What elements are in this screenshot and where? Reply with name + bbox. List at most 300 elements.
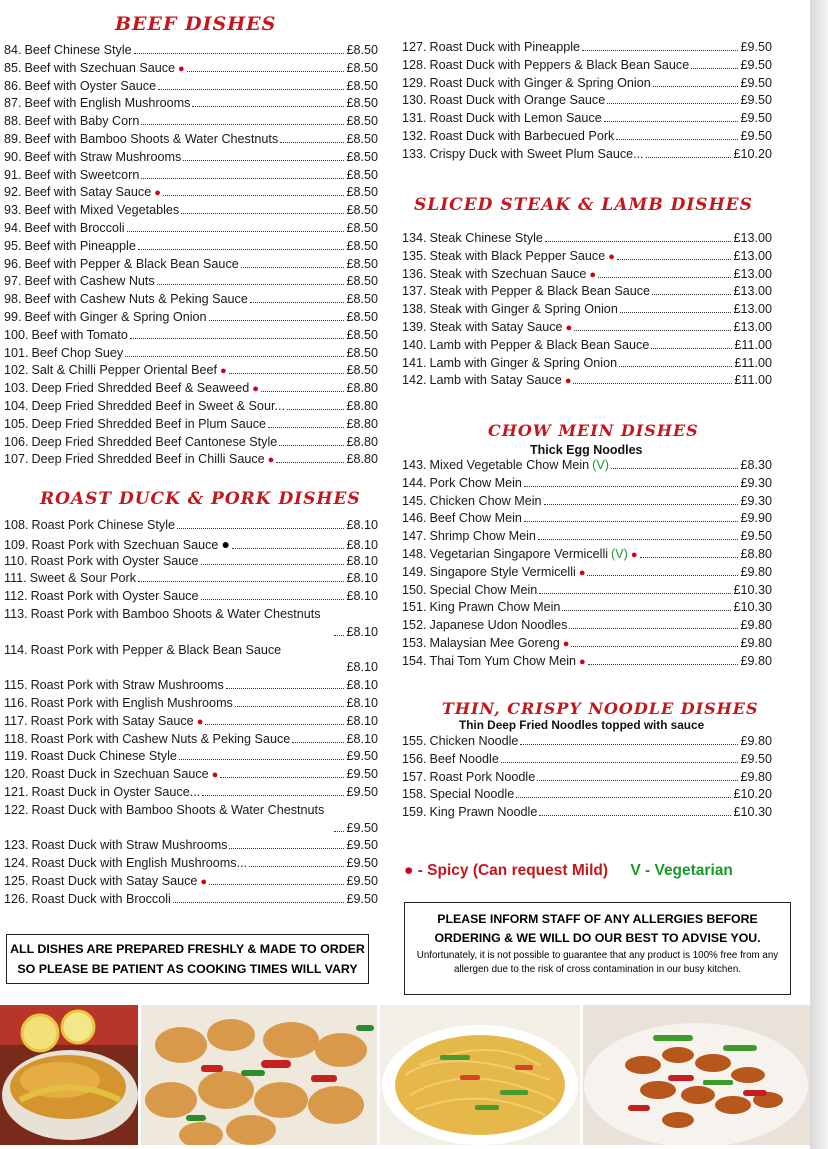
item-name: Special Noodle (429, 787, 515, 802)
allergy-notice (404, 902, 791, 995)
photo-salt-pepper-chicken (141, 1005, 377, 1145)
freshly-made-notice (6, 934, 369, 984)
dot-leader (516, 797, 731, 798)
item-price: £8.50 (346, 114, 378, 129)
dot-leader (611, 468, 739, 469)
menu-item-row (4, 96, 378, 114)
dot-leader (607, 103, 738, 104)
item-number: 148. (402, 546, 427, 561)
menu-item-row (4, 150, 378, 168)
dot-leader (158, 89, 344, 90)
menu-item-row (4, 678, 378, 696)
dot-leader (177, 528, 344, 529)
menu-item-row (402, 231, 772, 249)
menu-item-row (402, 583, 772, 601)
spicy-dot-icon: ● (221, 535, 230, 552)
menu-item-row (4, 274, 378, 292)
item-name: Roast Duck Chinese Style (30, 749, 177, 764)
item-name: Beef with Pineapple (24, 238, 136, 253)
item-number: 97. (4, 274, 22, 289)
item-price: £8.50 (346, 238, 378, 253)
item-number: 112. (4, 589, 28, 604)
dot-leader (130, 338, 345, 339)
menu-item-row (4, 554, 378, 572)
photo-chilli-beef (583, 1005, 810, 1145)
item-number: 122. (4, 802, 29, 817)
item-number: 155. (402, 734, 427, 748)
item-price: £9.80 (740, 769, 772, 784)
menu-item-row (4, 536, 378, 554)
menu-item-row (4, 381, 378, 399)
dot-leader (292, 742, 344, 743)
item-number: 135. (402, 248, 427, 263)
item-price: £8.50 (346, 96, 378, 111)
dot-leader (652, 294, 731, 295)
section-title-crispy: THIN, CRISPY NOODLE DISHES (442, 699, 759, 718)
dot-leader (268, 427, 344, 428)
item-price: £9.50 (346, 820, 378, 835)
item-number: 91. (4, 167, 22, 182)
item-price: £8.50 (346, 327, 378, 342)
menu-item-row (402, 529, 772, 547)
dot-leader (653, 86, 739, 87)
dot-leader (544, 504, 739, 505)
dot-leader (138, 249, 345, 250)
dot-leader (334, 831, 344, 832)
menu-item-row (4, 399, 378, 417)
item-price: £8.10 (346, 553, 378, 568)
dot-leader (598, 277, 731, 278)
item-number: 137. (402, 284, 427, 299)
menu-item-row (402, 476, 772, 494)
item-number: 127. (402, 40, 427, 54)
item-name: Beef with Mixed Vegetables (24, 203, 180, 218)
item-name: Roast Pork with English Mushrooms (30, 695, 233, 710)
spicy-dot-icon: ● (578, 566, 586, 579)
menu-item-row (4, 168, 378, 186)
vegetarian-marker: (V) (611, 546, 628, 561)
item-number: 110. (4, 553, 28, 568)
item-number: 149. (402, 564, 427, 579)
item-number: 92. (4, 185, 22, 200)
item-price: £9.50 (346, 891, 378, 906)
item-price: £8.50 (346, 60, 378, 75)
menu-item-row (402, 494, 772, 512)
item-name: Roast Duck with Pineapple (429, 40, 581, 54)
item-price: £8.50 (346, 274, 378, 289)
item-price: £9.50 (346, 749, 378, 764)
menu-item-row (402, 267, 772, 285)
item-number: 134. (402, 231, 427, 245)
item-name: Singapore Style Vermicelli (429, 564, 576, 579)
item-name: Roast Duck with Broccoli (31, 891, 171, 906)
item-price: £9.80 (740, 618, 772, 633)
spicy-dot-icon: ● (252, 383, 259, 396)
menu-item-row (402, 752, 772, 770)
item-number: 116. (4, 695, 28, 710)
item-price: £9.50 (740, 128, 772, 143)
item-name: Deep Fried Shredded Beef in Plum Sauce (31, 416, 267, 431)
item-number: 113. (4, 606, 28, 621)
dot-leader (545, 241, 732, 242)
item-number: 117. (4, 713, 28, 728)
menu-item-row (402, 249, 772, 267)
item-price: £10.30 (733, 582, 772, 597)
item-number: 151. (402, 600, 427, 615)
menu-item-row (4, 589, 378, 607)
item-name: Beef with Szechuan Sauce (24, 60, 176, 75)
item-price: £8.50 (346, 185, 378, 200)
dot-leader (651, 348, 732, 349)
item-price: £13.00 (733, 266, 772, 281)
item-number: 136. (402, 266, 427, 281)
spicy-dot-icon: ● (178, 62, 185, 75)
menu-item-row (4, 257, 378, 275)
menu-item-row (4, 221, 378, 239)
item-name: Crispy Duck with Sweet Plum Sauce... (429, 146, 644, 161)
item-name: Roast Duck with Satay Sauce (31, 873, 198, 888)
item-name: Beef with Baby Corn (24, 114, 140, 129)
photo-lemon-chicken (0, 1005, 138, 1145)
menu-item-row (402, 93, 772, 111)
dot-leader (538, 539, 739, 540)
menu-item-row (402, 547, 772, 565)
menu-item-row (4, 714, 378, 732)
menu-item-row (4, 856, 378, 874)
menu-item-row (402, 284, 772, 302)
item-number: 157. (402, 769, 427, 784)
spicy-dot-icon: ● (608, 250, 615, 263)
item-name: Lamb with Ginger & Spring Onion (429, 355, 618, 370)
item-number: 124. (4, 856, 29, 871)
dot-leader (261, 391, 345, 392)
chowmein-list (402, 458, 772, 672)
menu-item-row (402, 511, 772, 529)
dot-leader (616, 139, 738, 140)
dot-leader (569, 628, 738, 629)
menu-item-row (402, 565, 772, 583)
dot-leader (127, 231, 345, 232)
item-name: Beef with Pepper & Black Bean Sauce (24, 256, 239, 271)
item-price: £8.10 (346, 695, 378, 710)
menu-item-row (4, 328, 378, 346)
item-number: 146. (402, 511, 427, 526)
dot-leader (163, 195, 345, 196)
item-name: King Prawn Chow Mein (429, 600, 561, 615)
dot-leader (640, 557, 739, 558)
item-name: Roast Duck with Straw Mushrooms (31, 838, 228, 853)
menu-item-row (4, 696, 378, 714)
item-name: Sweet & Sour Pork (29, 571, 137, 586)
spicy-dot-icon: ● (564, 375, 572, 388)
item-price: £11.00 (734, 373, 772, 388)
item-price: £9.30 (740, 493, 772, 508)
item-name: Roast Pork with Straw Mushrooms (30, 678, 224, 693)
item-number: 156. (402, 751, 427, 766)
menu-item-row (402, 787, 772, 805)
item-number: 85. (4, 60, 22, 75)
menu-item-row (4, 346, 378, 364)
item-price: £8.10 (346, 589, 378, 604)
item-name: Beef with Cashew Nuts & Peking Sauce (24, 292, 248, 307)
spicy-dot-icon: ● (565, 321, 573, 334)
dot-leader (157, 284, 345, 285)
spicy-dot-icon: ● (154, 187, 161, 200)
item-price: £8.50 (346, 309, 378, 324)
item-name: Roast Duck with Lemon Sauce (429, 111, 602, 126)
item-price: £9.50 (740, 40, 772, 54)
item-number: 150. (402, 582, 427, 597)
item-name: Deep Fried Shredded Beef in Chilli Sauce (31, 452, 265, 467)
menu-item-row (4, 79, 378, 97)
menu-item-row (402, 618, 772, 636)
item-price: £8.80 (346, 398, 378, 413)
menu-item-row (4, 518, 378, 536)
dot-leader (229, 373, 345, 374)
item-name: Roast Pork with Pepper & Black Bean Sauce (30, 642, 282, 657)
beef-list (4, 43, 378, 470)
dot-leader (276, 462, 344, 463)
dot-leader (209, 884, 344, 885)
item-number: 103. (4, 381, 29, 396)
item-name: Steak with Black Pepper Sauce (429, 248, 606, 263)
menu-item-row (402, 636, 772, 654)
item-price: £8.50 (346, 131, 378, 146)
item-price: £8.50 (346, 292, 378, 307)
dot-leader (539, 593, 731, 594)
item-name: Roast Duck with English Mushrooms... (31, 856, 248, 871)
item-price: £10.30 (733, 600, 772, 615)
item-number: 152. (402, 618, 427, 633)
menu-item-row (4, 452, 378, 470)
menu-item-row (4, 132, 378, 150)
item-number: 128. (402, 57, 427, 72)
item-name: Roast Pork Chinese Style (31, 518, 176, 532)
fresh-line-2: SO PLEASE BE PATIENT AS COOKING TIMES WILL VARY (17, 962, 358, 976)
dot-leader (179, 759, 345, 760)
item-name: Roast Duck in Oyster Sauce... (31, 784, 201, 799)
dot-leader (582, 50, 738, 51)
dot-leader (280, 142, 344, 143)
menu-item-row (402, 58, 772, 76)
item-price: £10.30 (733, 805, 772, 820)
dot-leader (183, 160, 344, 161)
item-number: 121. (4, 784, 29, 799)
menu-item-row (402, 147, 772, 165)
photo-chow-mein (380, 1005, 580, 1145)
item-price: £8.10 (346, 731, 378, 746)
item-number: 106. (4, 434, 29, 449)
item-price: £10.20 (733, 787, 772, 802)
menu-item-row (4, 767, 378, 785)
menu-item-row (402, 320, 772, 338)
item-number: 154. (402, 653, 427, 668)
spicy-dot-icon: ● (220, 365, 227, 378)
menu-item-row (402, 338, 772, 356)
spicy-dot-icon: ● (589, 268, 596, 281)
item-number: 125. (4, 873, 29, 888)
dot-leader (226, 688, 345, 689)
menu-item-row (402, 458, 772, 476)
item-number: 101. (4, 345, 29, 360)
item-number: 118. (4, 731, 28, 746)
item-price: £9.50 (740, 93, 772, 108)
item-number: 105. (4, 416, 29, 431)
item-price: £8.80 (740, 546, 772, 561)
item-price: £13.00 (733, 231, 772, 245)
chowmein-subtitle: Thick Egg Noodles (530, 443, 643, 457)
menu-item-row (402, 373, 772, 391)
dot-leader (141, 124, 344, 125)
item-name: Beef with Bamboo Shoots & Water Chestnuts (24, 131, 279, 146)
menu-item-row (4, 571, 378, 589)
item-number: 95. (4, 238, 22, 253)
dot-leader (334, 635, 344, 636)
item-number: 119. (4, 749, 28, 764)
dot-leader (524, 521, 739, 522)
item-number: 138. (402, 302, 427, 317)
dot-leader (192, 106, 344, 107)
dot-leader (524, 486, 739, 487)
item-name: Thai Tom Yum Chow Mein (429, 653, 577, 668)
item-price: £8.10 (346, 518, 378, 532)
dot-leader (588, 664, 739, 665)
menu-item-row (4, 874, 378, 892)
item-name: Roast Pork with Szechuan Sauce (31, 537, 219, 552)
item-name: Vegetarian Singapore Vermicelli (429, 546, 609, 561)
dot-leader (691, 68, 738, 69)
dot-leader (250, 302, 345, 303)
item-name: Pork Chow Mein (429, 475, 522, 490)
item-price: £9.50 (346, 856, 378, 871)
menu-item-row (402, 129, 772, 147)
menu-item-row (402, 805, 772, 823)
menu-item-row (4, 61, 378, 79)
item-price: £13.00 (733, 284, 772, 299)
spicy-dot-icon: ● (404, 862, 414, 879)
item-price: £8.80 (346, 452, 378, 467)
item-name: Lamb with Pepper & Black Bean Sauce (429, 337, 650, 352)
item-name: Mixed Vegetable Chow Mein (429, 458, 590, 472)
menu-item-row (4, 417, 378, 435)
dot-leader (173, 902, 345, 903)
item-name: Deep Fried Shredded Beef in Sweet & Sour... (31, 398, 285, 413)
item-price: £9.50 (740, 75, 772, 90)
menu-item-row (402, 111, 772, 129)
item-number: 93. (4, 203, 22, 218)
menu-item-row (402, 40, 772, 58)
item-price: £8.10 (346, 660, 378, 675)
spicy-dot-icon: ● (630, 548, 638, 561)
dot-leader (241, 267, 345, 268)
menu-item-row (4, 732, 378, 750)
item-number: 145. (402, 493, 427, 508)
dot-leader (134, 53, 345, 54)
item-number: 139. (402, 319, 427, 334)
spicy-dot-icon: ● (579, 655, 586, 668)
item-price: £9.50 (346, 838, 378, 853)
dot-leader (232, 548, 345, 549)
item-name: Special Chow Mein (429, 582, 538, 597)
item-number: 99. (4, 309, 22, 324)
menu-item-row (402, 770, 772, 788)
item-number: 140. (402, 337, 427, 352)
dot-leader (235, 706, 345, 707)
menu-item-row (4, 239, 378, 257)
dot-leader (279, 445, 344, 446)
dot-leader (646, 157, 732, 158)
item-name: Roast Pork with Bamboo Shoots & Water Chestnuts (30, 606, 321, 621)
item-number: 84. (4, 43, 22, 57)
item-name: Deep Fried Shredded Beef Cantonese Style (31, 434, 278, 449)
item-name: Salt & Chilli Pepper Oriental Beef (31, 363, 218, 378)
item-number: 90. (4, 149, 22, 164)
menu-item-row (4, 785, 378, 803)
item-name: Beef with Broccoli (24, 220, 125, 235)
vegetarian-marker: (V) (592, 458, 609, 472)
dot-leader (604, 121, 739, 122)
item-number: 115. (4, 678, 28, 693)
item-name: Beef with Oyster Sauce (24, 78, 157, 93)
item-price: £8.50 (346, 363, 378, 378)
dot-leader (141, 178, 344, 179)
item-number: 147. (402, 529, 427, 544)
dot-leader (181, 213, 344, 214)
dot-leader (125, 356, 344, 357)
item-name: Roast Pork with Cashew Nuts & Peking Sauce (30, 731, 291, 746)
spicy-dot-icon: ● (196, 715, 204, 728)
menu-item-row (4, 625, 378, 643)
item-price: £13.00 (733, 302, 772, 317)
dot-leader (205, 724, 344, 725)
allergy-line-1: PLEASE INFORM STAFF OF ANY ALLERGIES BEFORE (437, 912, 758, 926)
legend-veg: V - Vegetarian (630, 862, 733, 879)
allergy-disclaimer: Unfortunately, it is not possible to guarantee that any product is 100% free from any allergen due to the risk of cross contamination in our busy kitchen. (416, 950, 779, 975)
item-price: £9.80 (740, 734, 772, 748)
item-price: £8.30 (740, 458, 772, 472)
item-price: £9.30 (740, 475, 772, 490)
dot-leader (520, 744, 738, 745)
item-price: £8.10 (346, 624, 378, 639)
item-price: £11.00 (734, 355, 772, 370)
menu-item-row (4, 749, 378, 767)
item-number: 129. (402, 75, 427, 90)
dot-leader (220, 777, 344, 778)
item-number: 108. (4, 518, 29, 532)
dot-leader (138, 581, 344, 582)
item-name: Beef with Straw Mushrooms (24, 149, 182, 164)
dot-leader (229, 848, 344, 849)
item-name: Steak with Szechuan Sauce (429, 266, 587, 281)
dot-leader (201, 599, 345, 600)
item-number: 100. (4, 327, 29, 342)
item-number: 144. (402, 475, 427, 490)
dot-leader (249, 866, 344, 867)
item-number: 142. (402, 373, 427, 388)
item-name: Steak with Satay Sauce (429, 319, 563, 334)
item-number: 102. (4, 363, 29, 378)
menu-item-row (4, 114, 378, 132)
roast-list (4, 518, 378, 910)
item-price: £8.80 (346, 416, 378, 431)
item-name: Roast Duck with Barbecued Pork (429, 128, 615, 143)
dot-leader (571, 646, 738, 647)
item-price: £9.50 (346, 784, 378, 799)
section-title-beef: BEEF DISHES (115, 13, 277, 35)
item-number: 94. (4, 220, 22, 235)
item-price: £8.10 (346, 713, 378, 728)
menu-item-row (402, 302, 772, 320)
